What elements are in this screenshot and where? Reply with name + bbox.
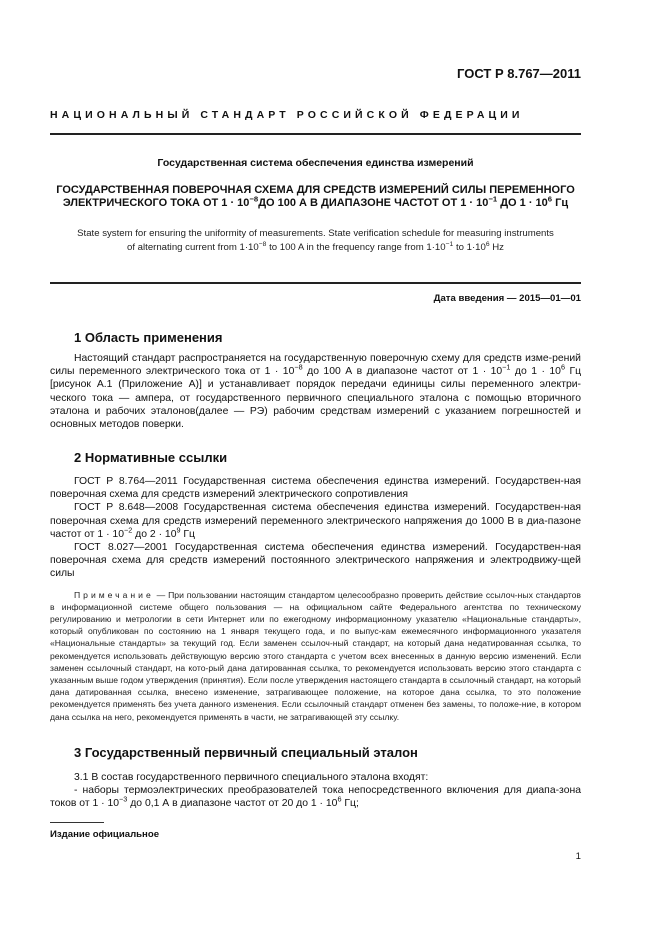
section3-heading: 3 Государственный первичный специальный эталон: [74, 745, 418, 760]
header-rule: [50, 133, 581, 135]
reference-item: ГОСТ 8.027—2001 Государственная система обеспечения единства измерений. Государствен-ная поверочная схема для средств измерений постоянного электрического напряжения и электродвижу-щей силы: [50, 542, 581, 580]
official-edition-label: Издание официальное: [50, 829, 160, 840]
national-standard-banner: НАЦИОНАЛЬНЫЙ СТАНДАРТ РОССИЙСКОЙ ФЕДЕРАЦИИ: [50, 109, 524, 121]
english-title-line1: State system for ensuring the uniformity of measurements. State verification schedule for measuring instruments: [77, 228, 554, 239]
main-title-line2: ЭЛЕКТРИЧЕСКОГО ТОКА ОТ $1 \cdot 10^{-8}ДО$ 100 А В ДИАПАЗОНЕ ЧАСТОТ ОТ $1 \cdot 10^{-1}$ ДО $1 \cdot 10^6$ Гц: [62, 194, 569, 209]
section3-list-item: - наборы термоэлектрических преобразователей тока непосредственного включения для диапа-зона токов от $1 \cdot 10^{-3}$ до 0,1 А в диапазоне частот от 20 до $1 \cdot 10^6$ Гц;: [50, 785, 581, 810]
note-paragraph: Примечание — При пользовании настоящим стандартом целесообразно проверить действие ссылоч-ных стандартов в информационной системе общего пользования — на официальном сайте Федерального агентства по техническому регулированию и метрологии в сети Интернет или по ежегодному информационному указателю «Национальные стандарты», который опубликован по состоянию на 1 января текущего года, и по выпус-кам ежемесячного информационного указателя «Национальные стандарты» за текущий год. Если заменен ссылоч-ный стандарт, на который дана недатированная ссылка, то рекомендуется использовать действующую версию этого стандарта с учетом всех внесенных в данную версию изменений. Если заменен ссылочный стандарт, на кото-рый дана датированная ссылка, то рекомендуется использовать версию этого стандарта с указанным выше годом утверждения (принятия). Если после утверждения настоящего стандарта в ссылочный стандарт, на который дана датированная ссылка, внесено изменение, затрагивающее положение, на которое дана ссылка, то это положение рекомендуется применять без учета данного изменения. Если ссылочный стандарт отменен без замены, то положе-ние, в котором дана ссылка на него, рекомендуется применять в части, не затрагивающей эту ссылку.: [50, 589, 581, 722]
english-title-line2: of alternating current from $1\cdot 10^{-8}$ to 100 A in the frequency range from $1\cdot 10^{-1}$ to $1\cdot 10^6$ Hz: [127, 240, 504, 253]
section3-body: [50, 771, 581, 811]
section1-heading: 1 Область применения: [74, 330, 223, 345]
title-rule: [50, 282, 581, 284]
page-number: 1: [575, 851, 581, 862]
section2-references: [50, 475, 581, 723]
main-title: [50, 184, 581, 210]
english-title: [50, 227, 581, 255]
section2-heading: 2 Нормативные ссылки: [74, 450, 228, 465]
reference-item: ГОСТ Р 8.764—2011 Государственная система обеспечения единства измерений. Государствен-ная поверочная схема для средств измерений электрического сопротивления: [50, 476, 581, 501]
reference-item: ГОСТ Р 8.648—2008 Государственная система обеспечения единства измерений. Государствен-ная поверочная схема для средств измерений переменного электрического напряжения до 1000 В в диа-пазоне частот от $1 \cdot 10^{-2}$ до $2 \cdot 10^9$ Гц: [50, 502, 581, 540]
section3-paragraph: 3.1 В состав государственного первичного специального эталона входят:: [74, 772, 429, 783]
section1-paragraph: Настоящий стандарт распространяется на государственную поверочную схему для средств изме-рений силы переменного электрического тока от $1 \cdot 10^{-8}$ до 100 А в диапазоне частот от $1 \cdot 10^{-1}$ до $1 \cdot 10^6$ Гц [рисунок А.1 (Приложение А)] и устанавливает порядок передачи единицы силы переменного электри-ческого тока — ампера, от государственного первичного специального эталона с помощью вторичного эталона и рабочих эталонов(далее — РЭ) рабочим средствам измерений с указанием погрешностей и основных методов поверки.: [50, 353, 582, 431]
intro-date: Дата введения — 2015—01—01: [433, 293, 581, 304]
note-lead: Примечание: [74, 589, 154, 600]
system-title: Государственная система обеспечения единства измерений: [157, 157, 474, 169]
main-title-line1: ГОСУДАРСТВЕННАЯ ПОВЕРОЧНАЯ СХЕМА ДЛЯ СРЕДСТВ ИЗМЕРЕНИЙ СИЛЫ ПЕРЕМЕННОГО: [56, 184, 575, 196]
footer-rule: [50, 822, 104, 823]
document-number: ГОСТ Р 8.767—2011: [457, 66, 581, 81]
